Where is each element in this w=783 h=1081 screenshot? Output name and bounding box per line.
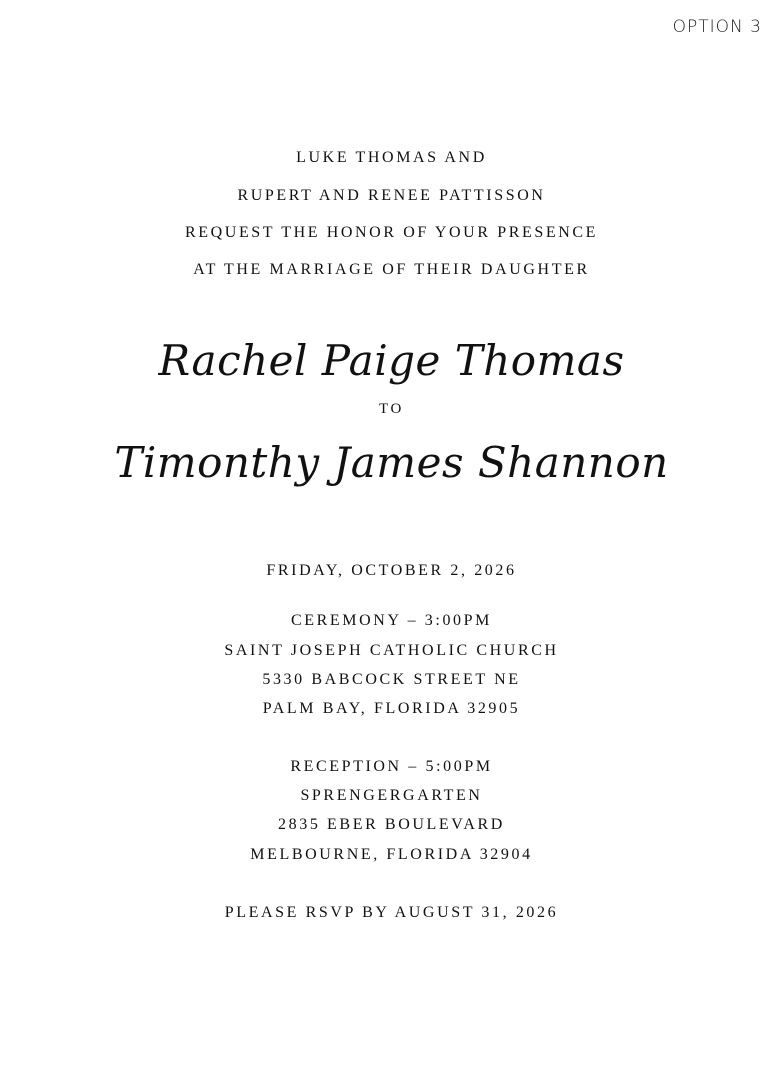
- rsvp-line: PLEASE RSVP BY AUGUST 31, 2026: [224, 904, 559, 921]
- ceremony-street: 5330 BABCOCK STREET NE: [262, 671, 521, 688]
- host-line-4: AT THE MARRIAGE OF THEIR DAUGHTER: [193, 261, 590, 278]
- wedding-date: FRIDAY, OCTOBER 2, 2026: [266, 562, 517, 579]
- connector-text: TO: [379, 401, 404, 417]
- ceremony-city: PALM BAY, FLORIDA 32905: [262, 700, 521, 717]
- host-line-2: RUPERT AND RENEE PATTISSON: [237, 187, 546, 204]
- groom-name: Timonthy James Shannon: [114, 438, 669, 487]
- host-line-1: LUKE THOMAS AND: [296, 149, 487, 166]
- reception-time: RECEPTION – 5:00PM: [290, 758, 493, 775]
- ceremony-time: CEREMONY – 3:00PM: [291, 612, 492, 629]
- reception-street: 2835 EBER BOULEVARD: [278, 816, 505, 833]
- host-line-3: REQUEST THE HONOR OF YOUR PRESENCE: [184, 224, 599, 241]
- reception-city: MELBOURNE, FLORIDA 32904: [250, 846, 533, 863]
- option-label: OPTION 3: [672, 17, 762, 37]
- ceremony-venue: SAINT JOSEPH CATHOLIC CHURCH: [224, 642, 559, 659]
- reception-venue: SPRENGERGARTEN: [300, 787, 483, 804]
- bride-name: Rachel Paige Thomas: [158, 336, 625, 385]
